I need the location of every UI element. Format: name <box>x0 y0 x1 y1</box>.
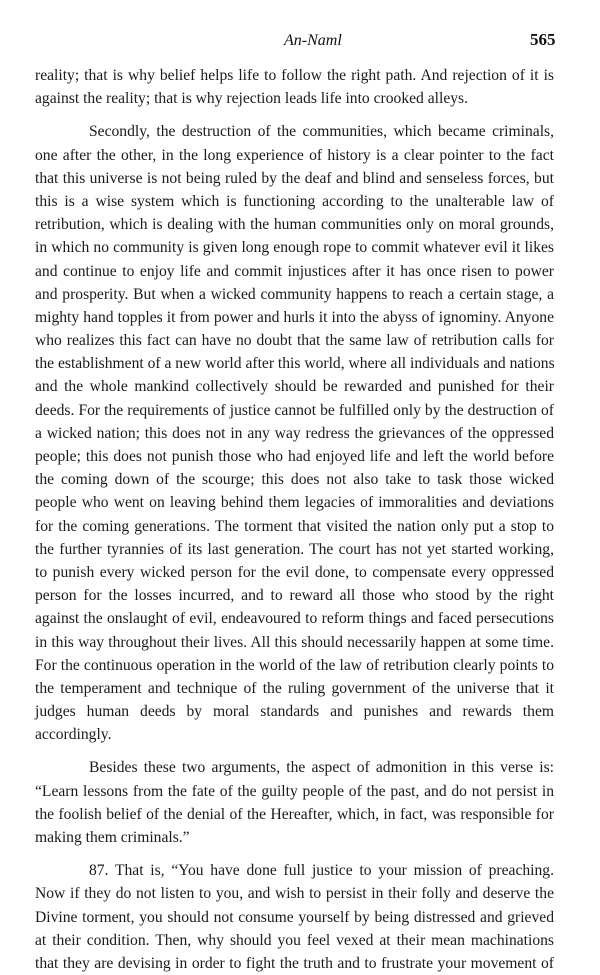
body-text <box>35 64 554 975</box>
text-line: accordingly. <box>35 726 112 744</box>
text-line: and continue to enjoy life and commit injustices after it has once risen to power <box>35 262 554 280</box>
text-line: against the reality; that is why rejection leads life into crooked alleys. <box>35 90 469 108</box>
text-line: making them criminals.” <box>35 829 190 846</box>
paragraph <box>35 756 554 849</box>
text-line: people; this does not punish those who had enjoyed life and left the world before <box>35 448 554 465</box>
text-line: the establishment of a new world after this world, where all individuals and nations <box>35 355 555 373</box>
text-line: and the whole mankind collectively should be rewarded and punished for their <box>35 378 554 396</box>
text-line: For the continuous operation in the world of the law of retribution clearly points to <box>35 656 554 674</box>
paragraph <box>35 120 554 746</box>
text-line: the temperament and technique of the ruling government of the universe that it <box>35 679 554 697</box>
text-line: the foolish belief of the denial of the Hereafter, which, in fact, was responsible for <box>35 805 554 823</box>
paragraph <box>35 64 554 110</box>
text-line: Besides these two arguments, the aspect of admonition in this verse is: <box>89 759 554 777</box>
text-line: who realizes this fact can have no doubt that the same law of retribution calls for <box>35 332 554 350</box>
text-line: this is a wise system which is functioning according to the unalterable law of <box>35 192 554 210</box>
text-line: in this way throughout their lives. All this should necessarily happen at some time. <box>35 633 554 651</box>
text-line: Divine torment, you should not consume yourself by being distressed and grieved <box>35 908 554 926</box>
text-line: that they are devising in order to fight the truth and to frustrate your movement of <box>35 954 554 972</box>
text-line: Secondly, the destruction of the communities, which became criminals, <box>89 123 554 141</box>
running-head <box>0 30 600 54</box>
text-line: people who went on leaving behind them legacies of immoralities and deviations <box>35 494 554 512</box>
text-line: at their condition. Then, why should you feel vexed at their mean machinations <box>35 931 554 949</box>
text-line: for the coming generations. The torment that visited the nation only put a stop to <box>35 517 554 535</box>
running-title: An-Naml <box>284 32 342 49</box>
text-line: 87. That is, “You have done full justice to your mission of preaching. <box>89 862 554 880</box>
text-line: retribution, which is dealing with the human communities only on moral grounds, <box>35 216 554 234</box>
text-line: to punish every wicked person for the evil done, to compensate every oppressed <box>35 563 554 581</box>
text-line: one after the other, in the long experience of history is a clear pointer to the fact <box>35 146 554 164</box>
text-line: a wicked nation; this does not in any way redress the grievances of the oppressed <box>35 424 554 442</box>
text-line: that this universe is not being ruled by the deaf and blind and senseless forces, but <box>35 169 554 187</box>
text-line: person for the losses incurred, and to reward all those who stood by the right <box>35 587 554 605</box>
text-line: in which no community is given long enough rope to commit whatever evil it likes <box>35 239 554 257</box>
text-line: the further tyrannies of its last generation. The court has not yet started working, <box>35 540 554 558</box>
note-87-paragraph <box>35 859 554 975</box>
text-line: judges human deeds by moral standards and punishes and rewards them <box>35 703 554 721</box>
text-line: mighty hand topples it from power and hurls it into the abyss of ignominy. Anyone <box>35 308 554 326</box>
text-line: the coming down of the scourge; this does not also take to task those wicked <box>35 471 554 489</box>
text-line: against the onslaught of evil, endeavoured to reform things and faced persecutions <box>35 610 554 628</box>
text-line: deeds. For the requirements of justice cannot be fulfilled only by the destruction of <box>35 401 554 419</box>
page-number: 565 <box>530 30 556 49</box>
text-line: Now if they do not listen to you, and wish to persist in their folly and deserve the <box>35 885 554 903</box>
text-line: reality; that is why belief helps life to follow the right path. And rejection of it is <box>35 67 554 84</box>
text-line: and prosperity. But when a wicked community happens to reach a certain stage, a <box>35 285 554 303</box>
text-line: “Learn lessons from the fate of the guilty people of the past, and do not persist in <box>35 782 554 800</box>
